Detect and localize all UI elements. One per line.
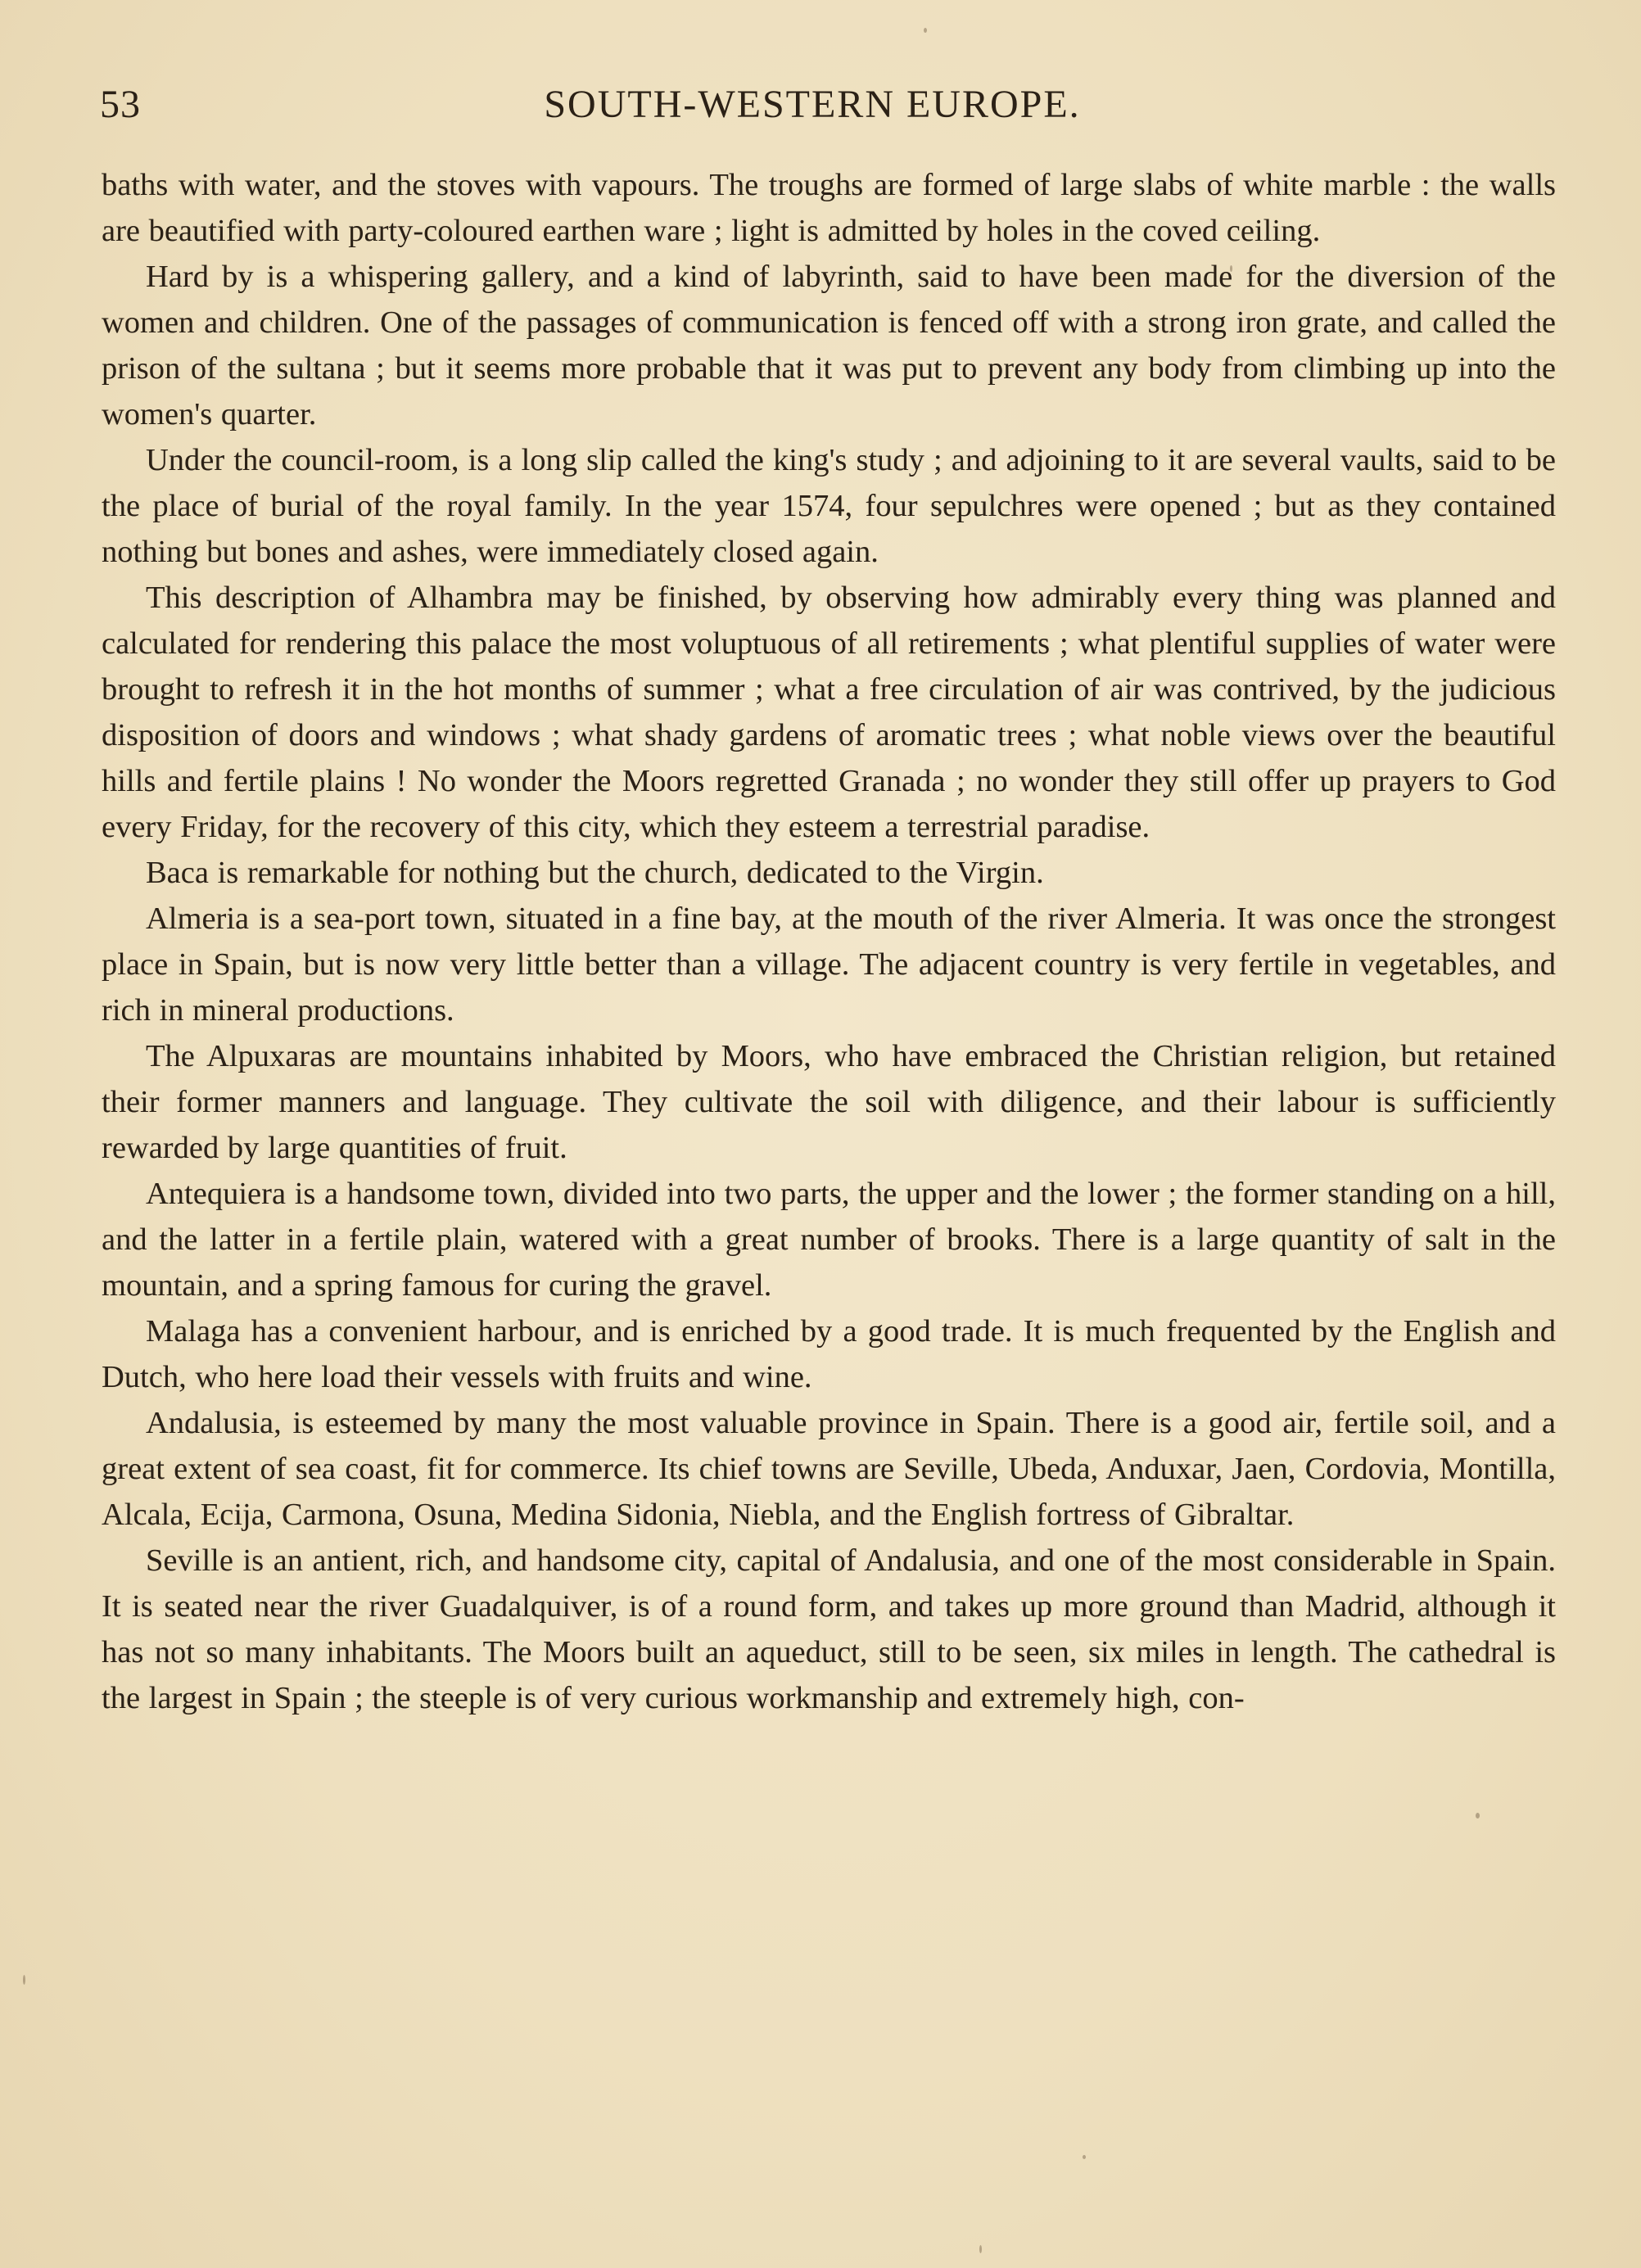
paragraph-alhambra-description: This description of Alhambra may be finished, by observing how admirably every thing was planned and calculated for rendering this palace the most voluptuous of all retirements ; what plentiful supplies of water were brought to refresh it in the hot months of summer ; what a free circulation of air was contrived, by the judicious disposition of doors and windows ; what shady gardens of aromatic trees ; what noble views over the beautiful hills and fertile plains ! No wonder the Moors regretted Granada ; no wonder they still offer up prayers to God every Friday, for the recovery of this city, which they esteem a terrestrial paradise. (102, 581, 1556, 844)
paragraph-whispering-gallery: Hard by is a whispering gallery, and a kind of labyrinth, said to have been made for the diversion of the women and children. One of the passages of communication is fenced off with a strong iron grate, and called the prison of the sultana ; but it seems more probable that it was put to prevent any body from climbing up into the women's quarter. (102, 260, 1556, 431)
paragraph-alpuxaras: The Alpuxaras are mountains inhabited by Moors, who have embraced the Christian religion, but retained their former manners and language. They cultivate the soil with diligence, and their labour is sufficiently rewarded by large quantities of fruit. (102, 1039, 1556, 1165)
paper-speck (979, 2245, 982, 2253)
paragraph-baca: Baca is remarkable for nothing but the church, dedicated to the Virgin. (146, 856, 1044, 890)
paper-speck (1230, 265, 1232, 272)
paper-speck (924, 28, 927, 33)
paragraph-andalusia: Andalusia, is esteemed by many the most valuable province in Spain. There is a good air, fertile soil, and a great extent of sea coast, fit for commerce. Its chief towns are Seville, Ubeda, Anduxar, Jaen, Cordovia, Montilla, Alcala, Ecija, Carmona, Osuna, Medina Sidonia, Niebla, and the English fortress of Gibraltar. (102, 1406, 1556, 1532)
body-text (102, 162, 1556, 1721)
paragraph-council-room: Under the council-room, is a long slip called the king's study ; and adjoining to it are several vaults, said to be the place of burial of the royal family. In the year 1574, four sepulchres were opened ; but as they contained nothing but bones and ashes, were immediately closed again. (102, 443, 1556, 569)
paper-speck (23, 1975, 25, 1985)
paper-speck (1083, 2155, 1086, 2159)
page-header (100, 82, 1557, 131)
paragraph-baths: baths with water, and the stoves with vapours. The troughs are formed of large slabs of white marble : the walls are beautified with party-coloured earthen ware ; light is admitted by holes in the coved ceiling. (102, 168, 1556, 248)
running-title: SOUTH-WESTERN EUROPE. (544, 83, 1081, 126)
paragraph-malaga: Malaga has a convenient harbour, and is enriched by a good trade. It is much frequented by the English and Dutch, who here load their vessels with fruits and wine. (102, 1314, 1556, 1394)
page-number: 53 (100, 83, 141, 126)
paper-speck (1476, 1813, 1480, 1818)
paragraph-antequiera: Antequiera is a handsome town, divided into two parts, the upper and the lower ; the former standing on a hill, and the latter in a fertile plain, watered with a great number of brooks. There is a large quantity of salt in the mountain, and a spring famous for curing the gravel. (102, 1177, 1556, 1303)
paragraph-almeria: Almeria is a sea-port town, situated in a fine bay, at the mouth of the river Almeria. It was once the strongest place in Spain, but is now very little better than a village. The adjacent country is very fertile in vegetables, and rich in mineral productions. (102, 901, 1556, 1028)
paragraph-seville: Seville is an antient, rich, and handsome city, capital of Andalusia, and one of the most considerable in Spain. It is seated near the river Guadalquiver, is of a round form, and takes up more ground than Madrid, although it has not so many inhabitants. The Moors built an aqueduct, still to be seen, six miles in length. The cathedral is the largest in Spain ; the steeple is of very curious workmanship and extremely high, con- (102, 1543, 1556, 1715)
